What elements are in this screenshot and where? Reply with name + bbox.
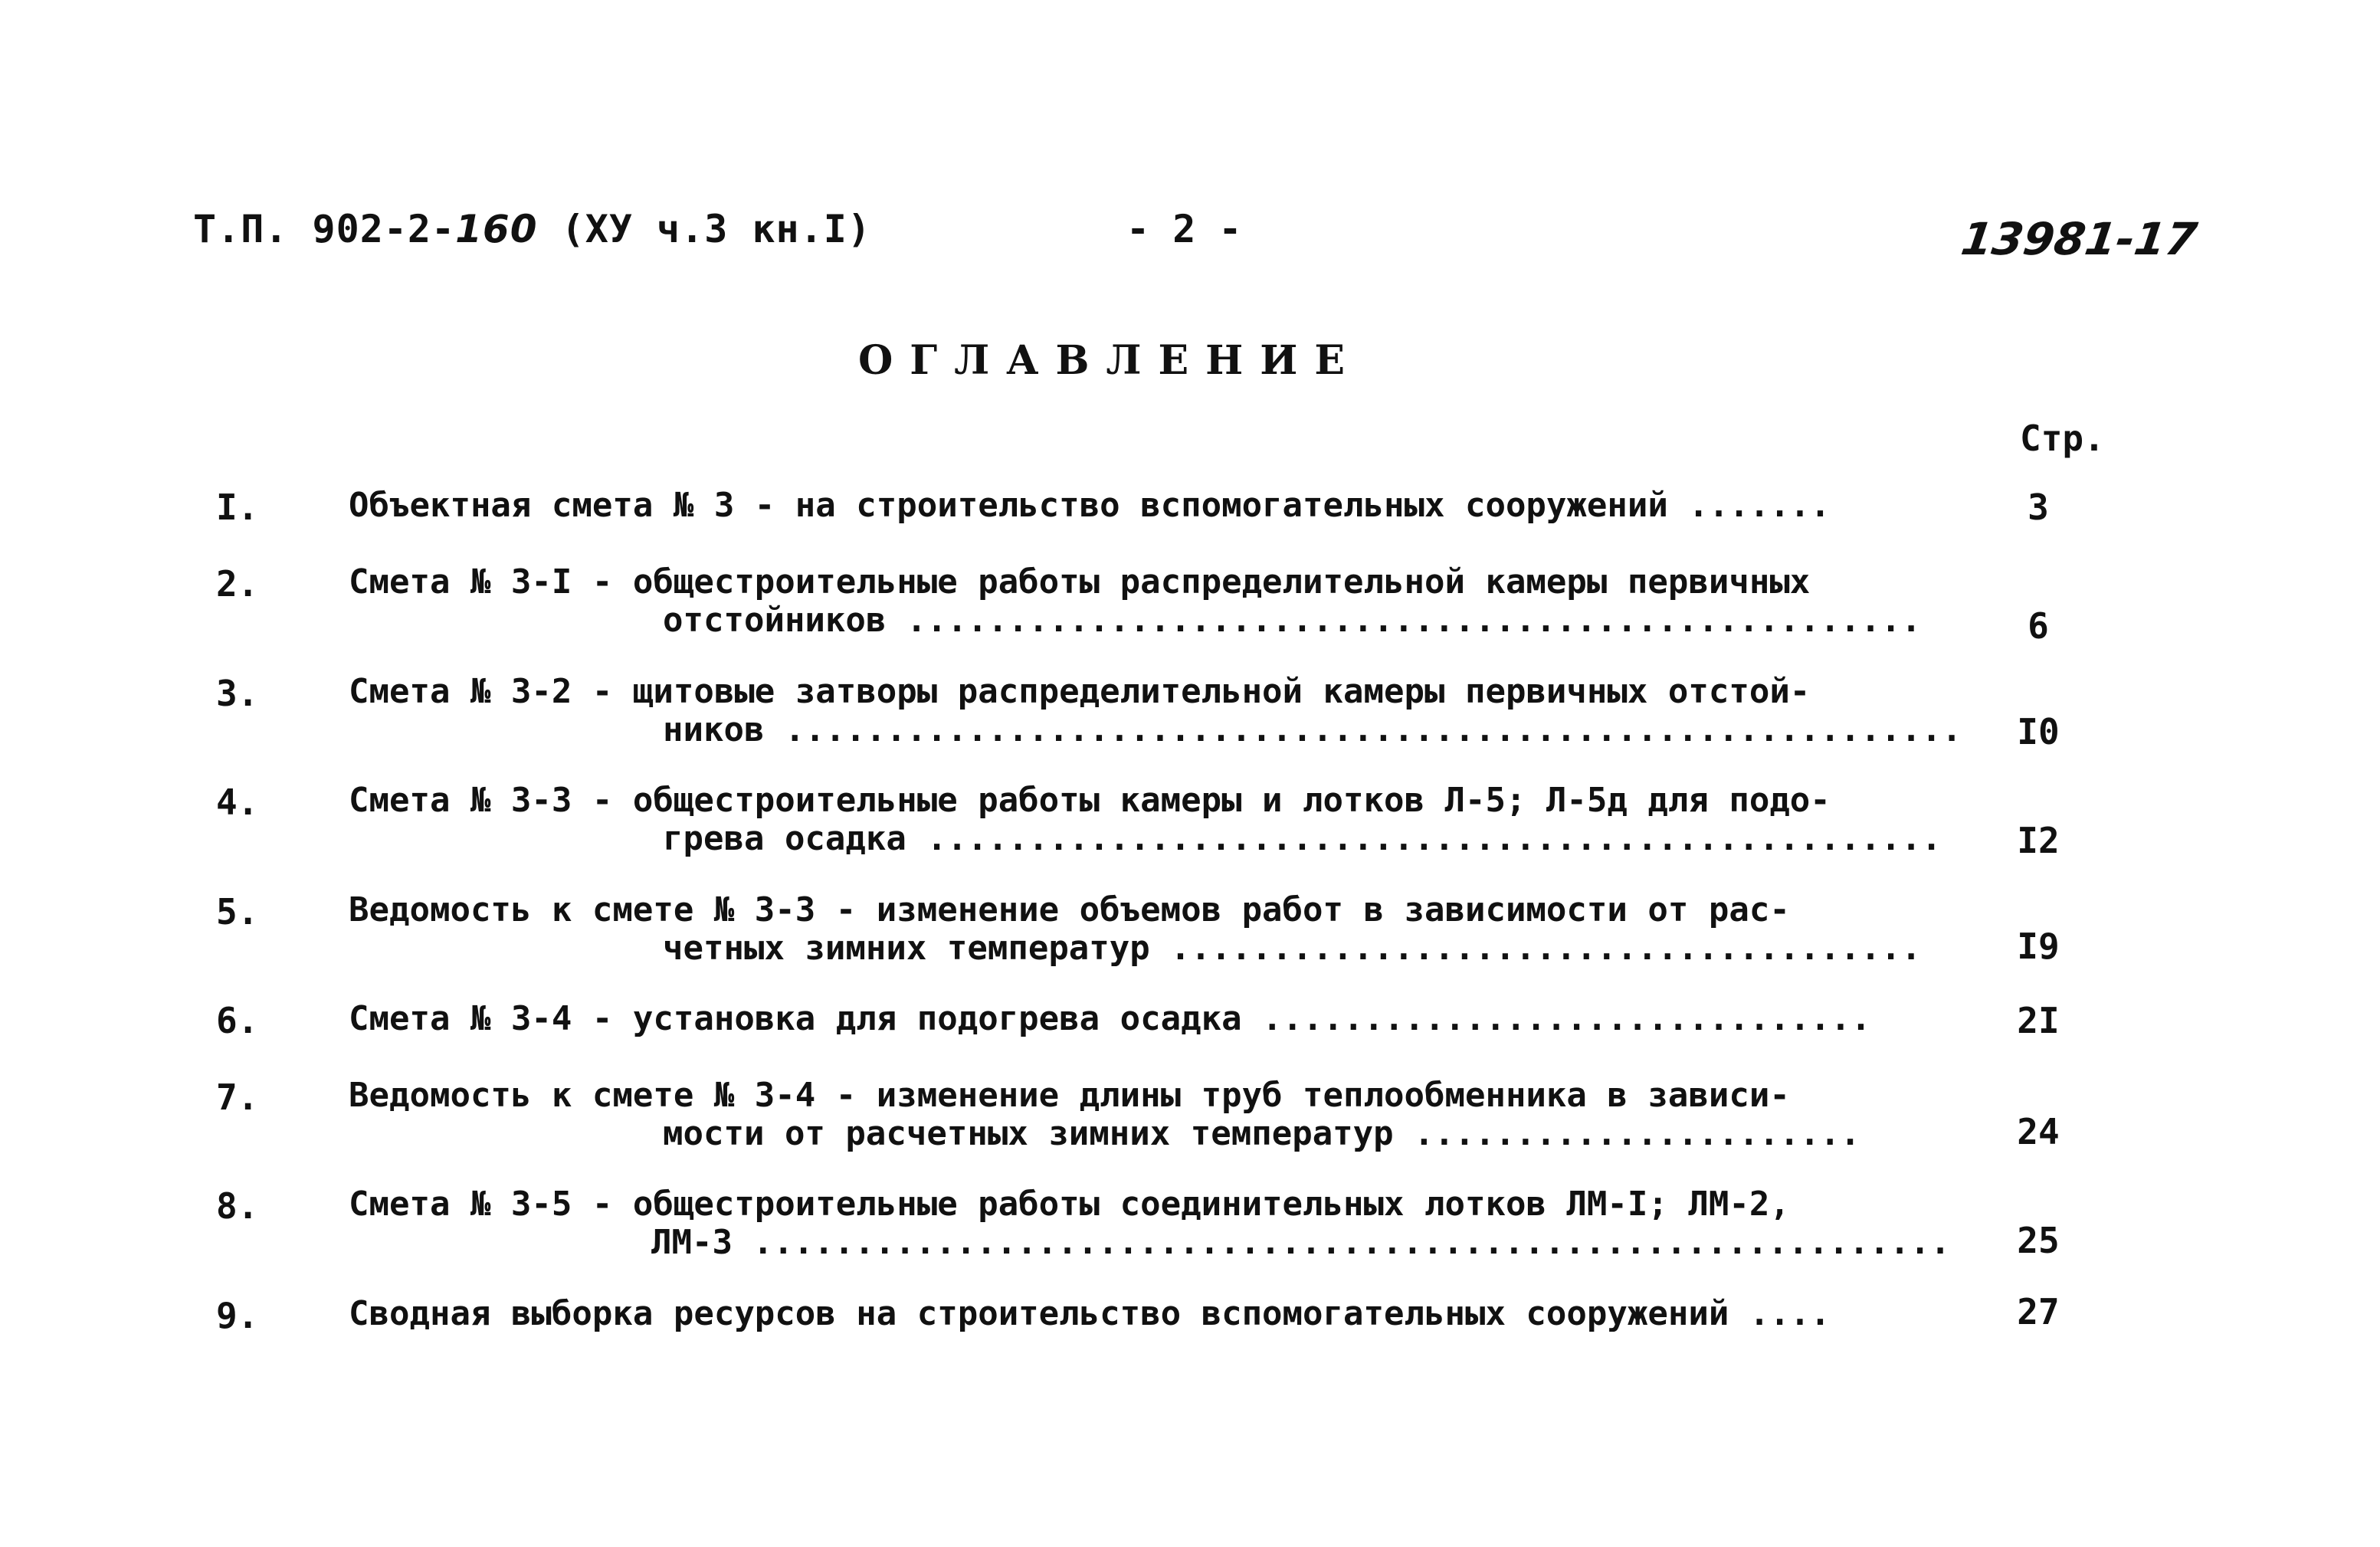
toc-entry-line-2: грева осадка .................................................. bbox=[663, 820, 1942, 858]
toc-entry-page: 6 bbox=[2028, 605, 2049, 647]
toc-entry-page: 24 bbox=[2017, 1111, 2060, 1152]
toc-entry-text bbox=[349, 782, 1981, 858]
toc-entry-line-2: отстойников .................................................. bbox=[663, 601, 1922, 640]
toc-entry-number: 4. bbox=[216, 782, 259, 823]
toc-entry-number: 9. bbox=[216, 1295, 259, 1336]
toc-entry-text bbox=[349, 673, 1981, 749]
document-code-handwritten: 160 bbox=[455, 207, 538, 251]
toc-entry-number: 5. bbox=[216, 891, 259, 932]
document-code-prefix: Т.П. 902-2- bbox=[193, 207, 456, 251]
toc-entry-number: 2. bbox=[216, 563, 259, 605]
toc-entry-line-1: Смета № 3-4 - установка для подогрева осадка .............................. bbox=[349, 1000, 1871, 1038]
toc-entry-line-1: Ведомость к смете № 3-3 - изменение объемов работ в зависимости от рас- bbox=[349, 891, 1790, 929]
toc-entry-line-1: Ведомость к смете № 3-4 - изменение длины труб теплообменника в зависи- bbox=[349, 1077, 1790, 1115]
toc-entry-line-1: Объектная смета № 3 - на строительство вспомогательных сооружений ....... bbox=[349, 487, 1831, 525]
toc-entry-page: 27 bbox=[2017, 1291, 2060, 1332]
toc-entry-text bbox=[349, 487, 1981, 525]
page-title: ОГЛАВЛЕНИЕ bbox=[858, 337, 1362, 384]
toc-entry-number: 7. bbox=[216, 1077, 259, 1118]
toc-entry-page: 3 bbox=[2028, 487, 2049, 528]
toc-entry-line-2: ников .......................................................... bbox=[663, 711, 1962, 749]
toc-entry-number: 3. bbox=[216, 673, 259, 714]
archive-number: 13981-17 bbox=[1958, 213, 2201, 265]
page-column-label: Стр. bbox=[2020, 418, 2105, 459]
toc-entry-page: I0 bbox=[2017, 711, 2060, 752]
toc-entry-text bbox=[349, 1295, 1981, 1333]
page-number-marker: - 2 - bbox=[1126, 207, 1242, 251]
toc-entry-line-1: Сводная выборка ресурсов на строительство вспомогательных сооружений .... bbox=[349, 1295, 1831, 1333]
toc-entry-text bbox=[349, 563, 1981, 640]
toc-entry-text bbox=[349, 891, 1981, 968]
toc-entry-line-2: четных зимних температур ..................................... bbox=[663, 929, 1922, 968]
toc-entry-number: 8. bbox=[216, 1185, 259, 1227]
toc-entry-number: I. bbox=[216, 487, 259, 528]
toc-entry-line-1: Смета № 3-3 - общестроительные работы камеры и лотков Л-5; Л-5д для подо- bbox=[349, 782, 1831, 820]
toc-entry-line-2: мости от расчетных зимних температур ...................... bbox=[663, 1115, 1860, 1153]
toc-entry-page: I2 bbox=[2017, 820, 2060, 861]
toc-entry-page: I9 bbox=[2017, 926, 2060, 967]
toc-entry-text bbox=[349, 1000, 1981, 1038]
toc-entry-text bbox=[349, 1185, 1981, 1262]
toc-entry-line-1: Смета № 3-2 - щитовые затворы распределительной камеры первичных отстой- bbox=[349, 673, 1811, 711]
toc-entry-line-1: Смета № 3-5 - общестроительные работы соединительных лотков ЛМ-I; ЛМ-2, bbox=[349, 1185, 1790, 1224]
toc-entry-number: 6. bbox=[216, 1000, 259, 1041]
document-code-suffix: (XУ ч.3 кн.I) bbox=[537, 207, 871, 251]
toc-entry-line-1: Смета № 3-I - общестроительные работы распределительной камеры первичных bbox=[349, 563, 1811, 601]
toc-entry-page: 25 bbox=[2017, 1220, 2060, 1261]
toc-entry-text bbox=[349, 1077, 1981, 1153]
toc-entry-page: 2I bbox=[2017, 1000, 2060, 1041]
toc-entry-line-2: ЛМ-3 ........................................................... bbox=[651, 1224, 1951, 1262]
